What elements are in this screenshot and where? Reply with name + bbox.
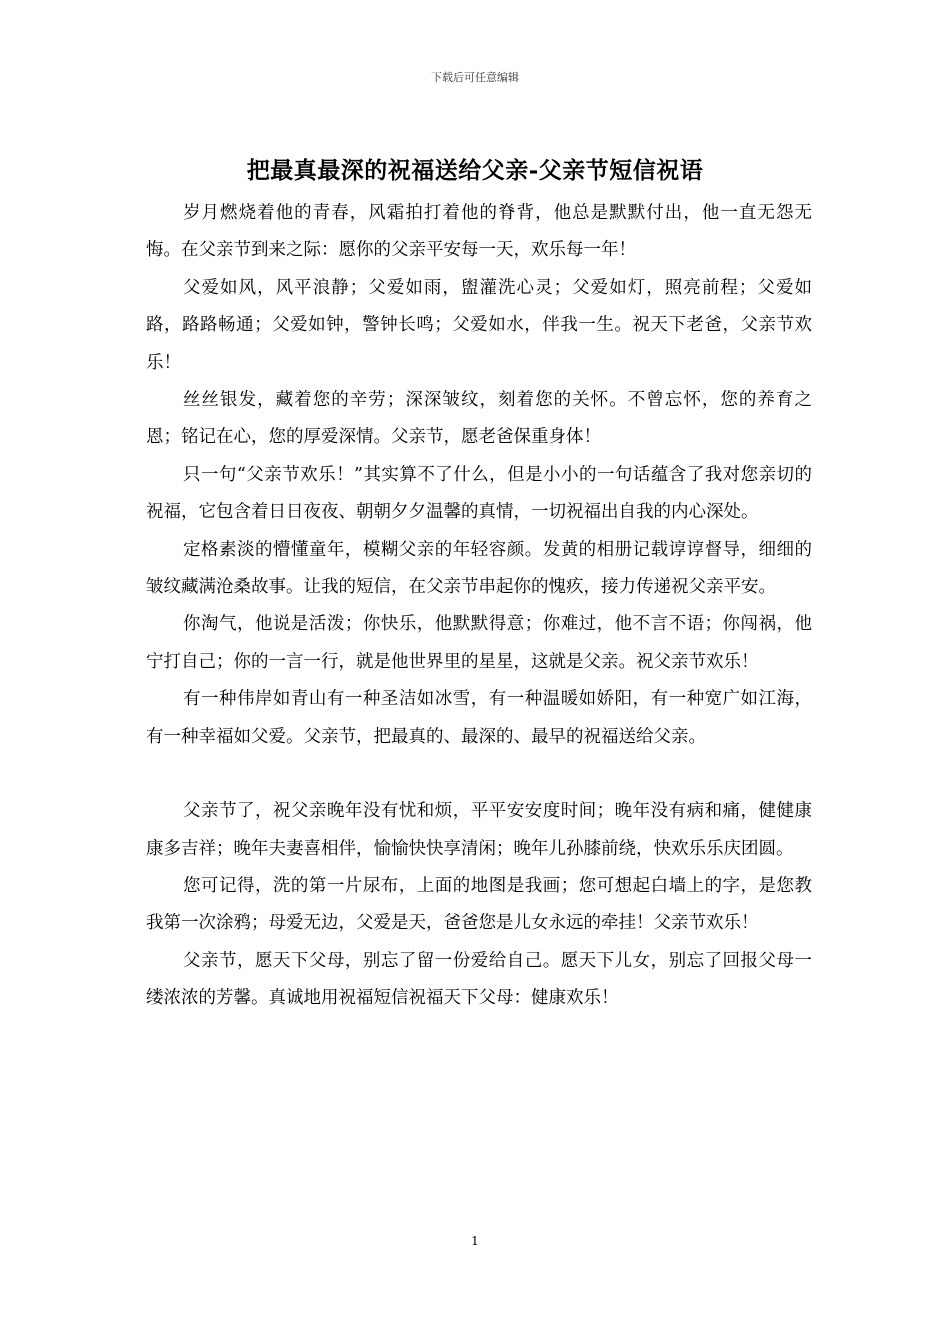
page-number: 1 — [471, 1234, 479, 1248]
paragraph: 您可记得，洗的第一片尿布，上面的地图是我画；您可想起白墙上的字，是您教我第一次涂鸦；母爱无边，父爱是天，爸爸您是儿女永远的牵挂！父亲节欢乐！ — [146, 875, 812, 934]
paragraph: 父爱如风，风平浪静；父爱如雨，盥灌洗心灵；父爱如灯，照亮前程；父爱如路，路路畅通；父爱如钟，警钟长鸣；父爱如水，伴我一生。祝天下老爸，父亲节欢乐！ — [146, 277, 812, 373]
page-header: 下载后可任意编辑 — [431, 71, 519, 84]
document-title: 把最真最深的祝福送给父亲-父亲节短信祝语 — [246, 157, 704, 184]
paragraph: 只一句“父亲节欢乐！”其实算不了什么，但是小小的一句话蕴含了我对您亲切的祝福，它包含着日日夜夜、朝朝夕夕温馨的真情，一切祝福出自我的内心深处。 — [146, 464, 812, 523]
paragraph: 父亲节，愿天下父母，别忘了留一份爱给自己。愿天下儿女，别忘了回报父母一缕浓浓的芳馨。真诚地用祝福短信祝福天下父母：健康欢乐！ — [146, 950, 812, 1009]
paragraph: 岁月燃烧着他的青春，风霜拍打着他的脊背，他总是默默付出，他一直无怨无悔。在父亲节到来之际：愿你的父亲平安每一天，欢乐每一年！ — [146, 203, 812, 261]
paragraph: 定格素淡的懵懂童年，模糊父亲的年轻容颜。发黄的相册记载谆谆督导，细细的皱纹藏满沧桑故事。让我的短信，在父亲节串起你的愧疚，接力传递祝父亲平安。 — [146, 539, 812, 598]
paragraph: 丝丝银发，藏着您的辛劳；深深皱纹，刻着您的关怀。不曾忘怀，您的养育之恩；铭记在心，您的厚爱深情。父亲节，愿老爸保重身体！ — [146, 390, 812, 448]
paragraph: 你淘气，他说是活泼；你快乐，他默默得意；你难过，他不言不语；你闯祸，他宁打自己；你的一言一行，就是他世界里的星星，这就是父亲。祝父亲节欢乐！ — [146, 614, 812, 672]
document-body — [146, 195, 812, 1018]
paragraph: 父亲节了，祝父亲晚年没有忧和烦，平平安安度时间；晚年没有病和痛，健健康康多吉祥；晚年夫妻喜相伴，愉愉快快享清闲；晚年儿孙膝前绕，快欢乐乐庆团圆。 — [146, 801, 812, 859]
paragraph: 有一种伟岸如青山有一种圣洁如冰雪，有一种温暖如娇阳，有一种宽广如江海，有一种幸福如父爱。父亲节，把最真的、最深的、最早的祝福送给父亲。 — [146, 689, 812, 747]
